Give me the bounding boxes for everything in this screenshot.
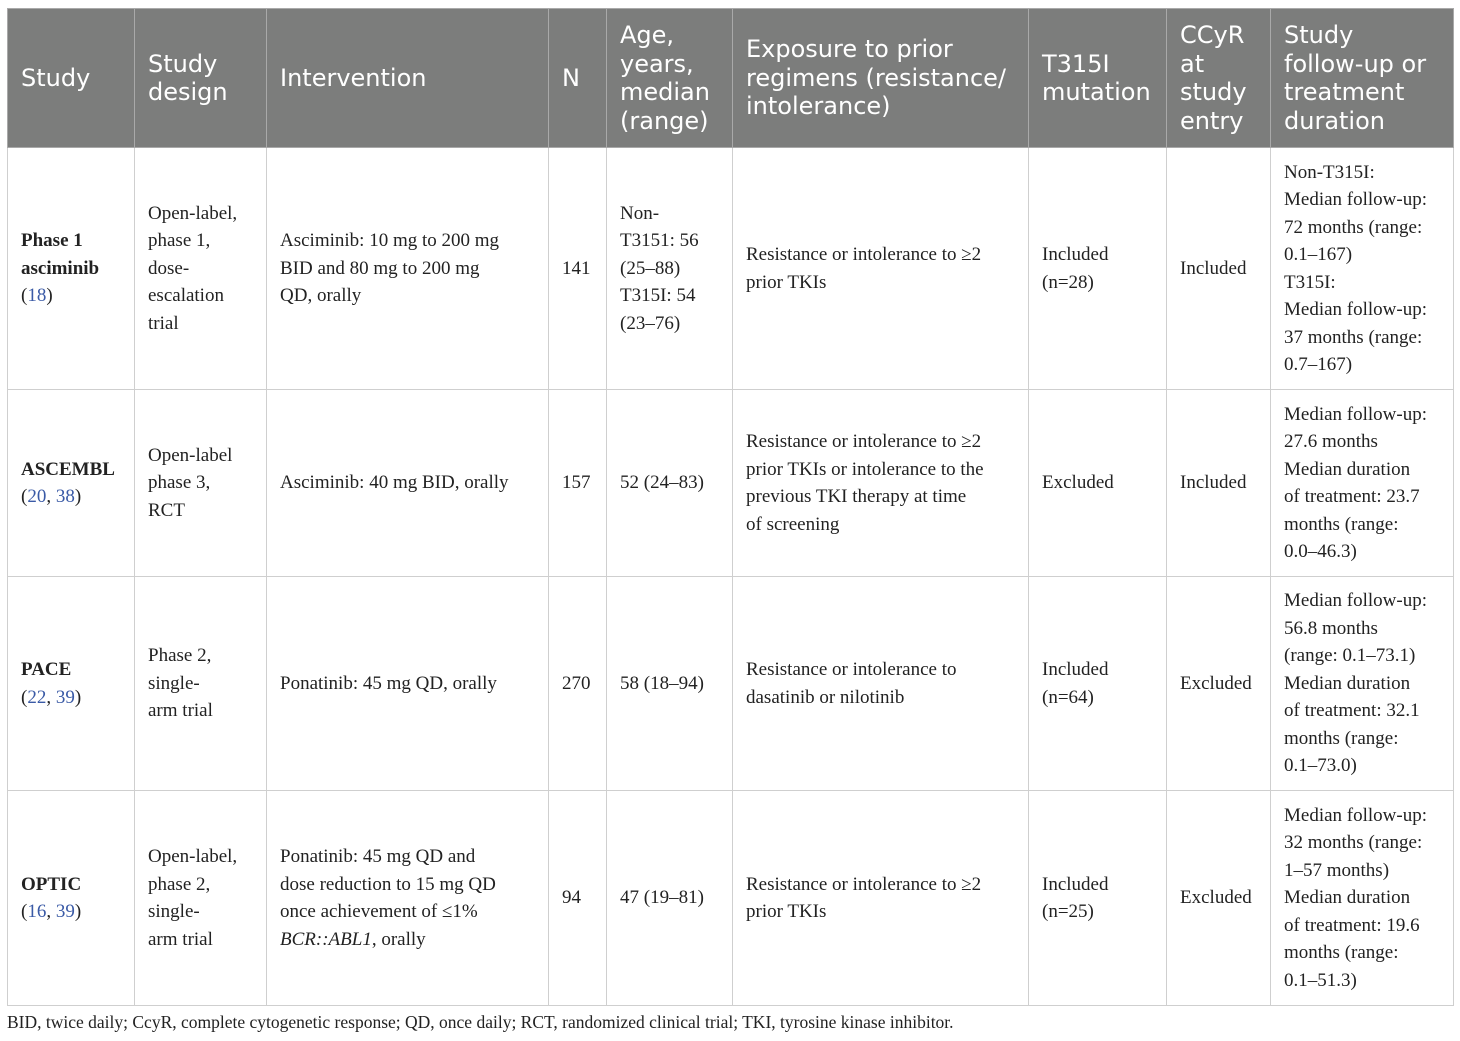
cell-line: duration <box>1284 106 1385 135</box>
followup-cell <box>1271 390 1454 577</box>
cell-line: Median duration <box>1284 887 1411 909</box>
cell-line: phase 3, <box>148 472 211 494</box>
cell-line: 0.1–51.3) <box>1284 969 1357 991</box>
cell-line: previous TKI therapy at time <box>746 486 967 507</box>
cell-line: study <box>1180 78 1247 106</box>
reference-link[interactable]: 39 <box>55 686 75 708</box>
cell-line: BID and 80 mg to 200 mg <box>280 257 480 279</box>
exposure-cell <box>733 791 1029 1006</box>
cell-line: treatment <box>1284 78 1405 106</box>
cell-line: Study <box>21 63 91 92</box>
reference-link[interactable]: 18 <box>27 285 47 307</box>
header-study <box>8 9 135 148</box>
cell-line: of screening <box>746 513 840 535</box>
header-ccyr <box>1167 9 1271 148</box>
intervention-cell <box>267 390 549 577</box>
cell-line: prior TKIs <box>746 901 827 922</box>
cell-line: 37 months (range: <box>1284 326 1423 348</box>
reference-link[interactable]: 38 <box>55 486 75 507</box>
cell-line: single- <box>148 901 200 922</box>
design-cell <box>135 577 267 791</box>
cell-line: 58 (18–94) <box>620 672 704 694</box>
cell-line: arm trial <box>148 700 213 722</box>
cell-line: arm trial <box>148 928 213 950</box>
cell-line: CCyR <box>1180 21 1245 49</box>
ccyr-cell <box>1167 390 1271 577</box>
cell-line: Ponatinib: 45 mg QD, orally <box>280 672 497 694</box>
cell-line: Non- <box>620 202 660 224</box>
reference-link[interactable]: 20 <box>27 486 47 507</box>
exposure-cell <box>733 390 1029 577</box>
cell-line: (n=64) <box>1042 686 1094 708</box>
cell-line: (n=25) <box>1042 901 1094 922</box>
header-n <box>549 9 607 148</box>
cell-line: RCT <box>148 499 185 521</box>
cell-line: Open-label, <box>148 846 238 867</box>
cell-line: of treatment: 23.7 <box>1284 486 1420 507</box>
cell-line: Included <box>1180 257 1247 279</box>
cell-line: entry <box>1180 106 1244 135</box>
cell-line: mutation <box>1042 78 1151 106</box>
t315i-cell <box>1029 390 1167 577</box>
cell-line: ASCEMBL <box>21 458 115 480</box>
cell-line: Open-label <box>148 444 233 466</box>
cell-line: months (range: <box>1284 942 1399 964</box>
cell-line: T315I: <box>1284 271 1336 293</box>
cell-line: 32 months (range: <box>1284 832 1423 854</box>
intervention-cell <box>267 577 549 791</box>
cell-line: Non-T315I: <box>1284 161 1375 183</box>
cell-line: Resistance or intolerance to ≥2 <box>746 873 982 895</box>
cell-line: PACE <box>21 659 72 680</box>
cell-line: phase 1, <box>148 230 211 252</box>
cell-line: of treatment: 19.6 <box>1284 914 1420 936</box>
cell-line: dasatinib or nilotinib <box>746 686 905 708</box>
n-cell: 141 <box>549 148 607 390</box>
header-followup <box>1271 9 1454 148</box>
cell-line: Age, <box>620 21 675 49</box>
intervention-cell <box>267 148 549 390</box>
cell-line: intolerance) <box>746 92 891 121</box>
cell-line: Median follow-up: <box>1284 403 1428 425</box>
cell-line: Asciminib: 10 mg to 200 mg <box>280 230 500 252</box>
table-footnote: BID, twice daily; CcyR, complete cytogenetic response; QD, once daily; RCT, randomized clinical trial; TKI, tyrosine kinase inhibitor. <box>7 1012 954 1032</box>
cell-line: 1–57 months) <box>1284 859 1390 881</box>
reference-link[interactable]: 16 <box>27 901 47 922</box>
header-t315i <box>1029 9 1167 148</box>
cell-line: 56.8 months <box>1284 617 1378 639</box>
cell-line: at <box>1180 49 1205 78</box>
t315i-cell <box>1029 148 1167 390</box>
intervention-cell <box>267 791 549 1006</box>
cell-line: Median duration <box>1284 458 1411 480</box>
header-age <box>607 9 733 148</box>
cell-line: Median follow-up: <box>1284 590 1428 612</box>
ccyr-cell <box>1167 791 1271 1006</box>
cell-line: prior TKIs or intolerance to the <box>746 458 984 480</box>
header-study-design <box>135 9 267 148</box>
ccyr-cell <box>1167 148 1271 390</box>
cell-line: Resistance or intolerance to ≥2 <box>746 244 982 265</box>
exposure-cell <box>733 148 1029 390</box>
cell-line: T3151: 56 <box>620 230 699 252</box>
table-row <box>8 791 1454 1006</box>
cell-line: months (range: <box>1284 727 1399 749</box>
cell-line: dose reduction to 15 mg QD <box>280 873 496 895</box>
cell-line: (25–88) <box>620 257 681 279</box>
study-cell: ASCEMBL (20, 38) <box>8 390 135 577</box>
n-cell: 94 <box>549 791 607 1006</box>
gene-name: BCR::ABL1 <box>280 928 372 950</box>
cell-line: Asciminib: 40 mg BID, orally <box>280 472 509 494</box>
cell-line: Study <box>1284 21 1354 49</box>
cell-line: Exposure to prior <box>746 35 953 64</box>
cell-line: (23–76) <box>620 312 681 334</box>
study-cell: PACE (22, 39) <box>8 577 135 791</box>
study-cell: OPTIC (16, 39) <box>8 791 135 1006</box>
cell-line: single- <box>148 672 200 694</box>
cell-line: Resistance or intolerance to ≥2 <box>746 431 982 452</box>
cell-line: Phase 1 <box>21 230 83 252</box>
cell-line: regimens (resistance/ <box>746 63 1007 92</box>
cell-line: 0.1–73.0) <box>1284 755 1357 777</box>
followup-cell <box>1271 791 1454 1006</box>
age-cell <box>607 148 733 390</box>
cell-line: prior TKIs <box>746 271 827 293</box>
cell-line: Included <box>1042 244 1109 265</box>
cell-line: Included <box>1180 472 1247 494</box>
followup-cell <box>1271 148 1454 390</box>
header-intervention <box>267 9 549 148</box>
cell-line: design <box>148 78 228 106</box>
cell-line: Median follow-up: <box>1284 189 1428 210</box>
followup-cell <box>1271 577 1454 791</box>
cell-line: of treatment: 32.1 <box>1284 700 1420 722</box>
cell-line: 27.6 months <box>1284 431 1378 452</box>
cell-line: phase 2, <box>148 873 211 895</box>
cell-line: Included <box>1042 659 1109 680</box>
cell-line: trial <box>148 312 179 334</box>
t315i-cell <box>1029 577 1167 791</box>
cell-line: dose- <box>148 257 190 279</box>
cell-line: (range) <box>620 106 709 135</box>
cell-line: Median follow-up: <box>1284 299 1428 320</box>
header-exposure <box>733 9 1029 148</box>
cell-line: (range: 0.1–73.1) <box>1284 645 1416 667</box>
cell-line: Included <box>1042 873 1109 895</box>
cell-line: years, <box>620 49 694 78</box>
cell-line: Resistance or intolerance to <box>746 659 957 680</box>
reference-link[interactable]: 39 <box>55 901 75 922</box>
cell-line: Intervention <box>280 63 427 92</box>
cell-line: Median duration <box>1284 672 1411 694</box>
design-cell <box>135 791 267 1006</box>
cell-line: Study <box>148 49 218 78</box>
study-comparison-table <box>7 8 1454 1006</box>
cell-line: months (range: <box>1284 513 1399 535</box>
cell-line: escalation <box>148 285 224 307</box>
cell-line: Excluded <box>1042 472 1114 494</box>
design-cell <box>135 390 267 577</box>
age-cell <box>607 791 733 1006</box>
table-row <box>8 148 1454 390</box>
cell-line: 52 (24–83) <box>620 472 704 494</box>
exposure-cell <box>733 577 1029 791</box>
cell-line: T315I: 54 <box>620 285 696 307</box>
cell-line: Excluded <box>1180 672 1252 694</box>
ccyr-cell <box>1167 577 1271 791</box>
cell-line: Median follow-up: <box>1284 804 1428 826</box>
n-cell: 270 <box>549 577 607 791</box>
cell-line: T315I <box>1042 49 1110 78</box>
reference-link[interactable]: 22 <box>27 686 47 708</box>
study-cell: Phase 1 asciminib (18) <box>8 148 135 390</box>
header-row <box>8 9 1454 148</box>
table-row <box>8 577 1454 791</box>
cell-line: 47 (19–81) <box>620 887 704 909</box>
cell-line: Excluded <box>1180 887 1252 909</box>
cell-line: N <box>562 63 580 92</box>
cell-line: 0.7–167) <box>1284 354 1353 375</box>
cell-line: median <box>620 78 710 106</box>
cell-line: asciminib <box>21 257 100 279</box>
t315i-cell <box>1029 791 1167 1006</box>
cell-line: 0.1–167) <box>1284 244 1353 265</box>
cell-line: (n=28) <box>1042 271 1094 293</box>
cell-line: 0.0–46.3) <box>1284 541 1357 562</box>
cell-line: OPTIC <box>21 873 82 895</box>
cell-line: QD, orally <box>280 285 362 307</box>
cell-line: once achievement of ≤1% <box>280 901 478 922</box>
cell-line: Ponatinib: 45 mg QD and <box>280 846 476 867</box>
cell-line: Phase 2, <box>148 645 212 667</box>
cell-line: Open-label, <box>148 202 238 224</box>
cell-line: 72 months (range: <box>1284 216 1423 238</box>
cell-line: follow-up or <box>1284 49 1427 78</box>
design-cell <box>135 148 267 390</box>
table-row <box>8 390 1454 577</box>
age-cell <box>607 390 733 577</box>
n-cell: 157 <box>549 390 607 577</box>
age-cell <box>607 577 733 791</box>
intervention-tail: , orally <box>371 928 426 950</box>
